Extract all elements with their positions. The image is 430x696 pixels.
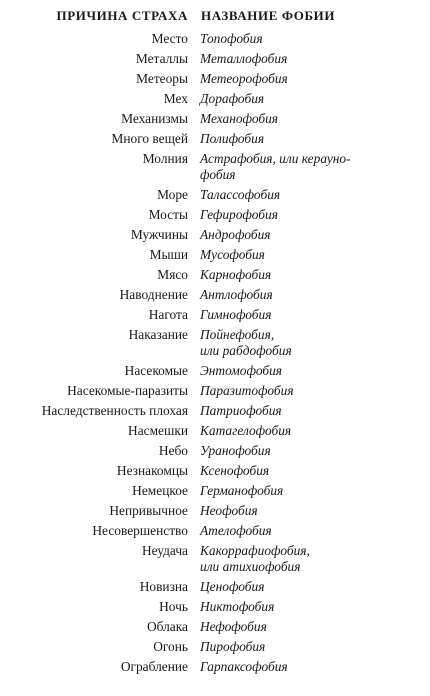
phobia-name [200,31,380,47]
phobia-name-line: Никтофобия [200,599,275,614]
fear-cause: Ночь [159,599,188,614]
fear-cause: Насекомые-паразиты [67,383,188,398]
table-row [0,285,430,305]
phobia-name [200,327,380,359]
phobia-name [200,483,380,499]
fear-cause: Немецкое [132,483,188,498]
table-row [0,245,430,265]
phobia-name [200,523,380,539]
phobia-name-line: Мусофобия [200,247,265,262]
fear-cause: Наказание [128,327,188,342]
phobia-name [200,131,380,147]
table-row [0,185,430,205]
phobia-name [200,111,380,127]
fear-cause: Механизмы [121,111,188,126]
phobia-name-line: Гарпаксофобия [200,659,288,674]
phobia-name-line: Полифобия [200,131,265,146]
fear-cause: Много вещей [111,131,188,146]
phobia-name-line: Ценофобия [200,579,265,594]
phobia-name-line: Энтомофобия [200,363,283,378]
phobia-name-line: Металлофобия [200,51,288,66]
phobia-name-line: Нефофобия [200,619,267,634]
fear-cause: Метеоры [136,71,188,86]
phobia-name-line: Топофобия [200,31,263,46]
phobia-name [200,227,380,243]
table-row [0,481,430,501]
phobia-name [200,599,380,615]
phobia-name-line: Андрофобия [200,227,271,242]
phobia-name-line: Талассофобия [200,187,281,202]
table-row [0,461,430,481]
phobia-name-line: Метеорофобия [200,71,288,86]
phobia-name-line: Какоррафиофобия, [200,543,310,558]
fear-cause: Наследственность плохая [41,403,188,418]
fear-cause: Мясо [157,267,188,282]
phobia-name-line: Дорафобия [200,91,265,106]
fear-cause: Небо [158,443,188,458]
phobia-name-line: Гефирофобия [200,207,278,222]
table-row [0,265,430,285]
fear-cause: Ограбление [120,659,188,674]
fear-cause: Мосты [148,207,188,222]
fear-cause: Огонь [153,639,188,654]
table-body [0,29,430,677]
fear-cause: Мужчины [130,227,188,242]
table-row [0,225,430,245]
phobia-name-line: или атихиофобия [200,559,301,574]
table-row [0,441,430,461]
phobia-name-line: фобия [200,167,236,182]
phobia-name [200,443,380,459]
fear-cause: Незнакомцы [116,463,188,478]
phobia-name-line: Пойнефобия, [200,327,275,342]
table-row [0,89,430,109]
table-row [0,521,430,541]
phobia-name-line: Механофобия [200,111,279,126]
table-row [0,381,430,401]
phobia-name-line: Неофобия [200,503,258,518]
phobia-name [200,307,380,323]
phobia-name-line: Ксенофобия [200,463,270,478]
table-row [0,637,430,657]
table-row [0,421,430,441]
phobia-name-line: Карнофобия [200,267,272,282]
phobia-name [200,639,380,655]
fear-cause: Неудача [141,543,188,558]
phobia-name [200,247,380,263]
phobia-name [200,659,380,675]
phobia-name [200,579,380,595]
fear-cause: Мех [163,91,188,106]
phobia-name-line: Гимнофобия [200,307,272,322]
fear-cause: Наводнение [119,287,188,302]
phobia-name-line: Патриофобия [200,403,282,418]
table-row [0,29,430,49]
phobia-name [200,363,380,379]
phobia-name [200,151,380,183]
phobia-name-line: Ателофобия [200,523,272,538]
phobia-name [200,287,380,303]
phobia-name [200,463,380,479]
phobia-name [200,187,380,203]
phobia-name-line: Антлофобия [200,287,273,302]
phobia-name-line: Германофобия [200,483,284,498]
phobia-name [200,91,380,107]
table-row [0,597,430,617]
header-phobia: НАЗВАНИЕ ФОБИИ [201,8,336,23]
phobia-name [200,543,380,575]
phobia-name [200,207,380,223]
phobia-name-line: или рабдофобия [200,343,292,358]
phobia-name-line: Пирофобия [200,639,266,654]
phobia-name [200,423,380,439]
table-row [0,657,430,677]
table-row [0,205,430,225]
table-header [0,8,430,28]
fear-cause: Молния [142,151,188,166]
table-row [0,541,430,577]
phobia-name [200,403,380,419]
table-row [0,305,430,325]
table-row [0,109,430,129]
phobia-name-line: Уранофобия [200,443,271,458]
phobia-name [200,503,380,519]
fear-cause: Облака [146,619,188,634]
fear-cause: Металлы [135,51,188,66]
fear-cause: Море [157,187,188,202]
fear-cause: Новизна [139,579,188,594]
fear-cause: Насекомые [124,363,188,378]
fear-cause: Место [151,31,188,46]
table-row [0,129,430,149]
table-row [0,149,430,185]
phobia-name-line: Катагелофобия [200,423,292,438]
phobia-name [200,51,380,67]
phobia-name [200,619,380,635]
table-row [0,501,430,521]
fear-cause: Несовершенство [92,523,188,538]
fear-cause: Нагота [148,307,188,322]
phobia-name [200,71,380,87]
phobia-name [200,267,380,283]
fear-cause: Насмешки [128,423,188,438]
phobia-name-line: Паразитофобия [200,383,294,398]
header-cause: ПРИЧИНА СТРАХА [56,8,188,23]
fear-cause: Непривычное [109,503,188,518]
table-row [0,69,430,89]
table-row [0,401,430,421]
phobia-name-line: Астрафобия, или керауно- [200,151,351,166]
table-row [0,361,430,381]
phobia-name [200,383,380,399]
table-row [0,49,430,69]
table-row [0,577,430,597]
table-row [0,325,430,361]
table-row [0,617,430,637]
fear-cause: Мыши [149,247,188,262]
